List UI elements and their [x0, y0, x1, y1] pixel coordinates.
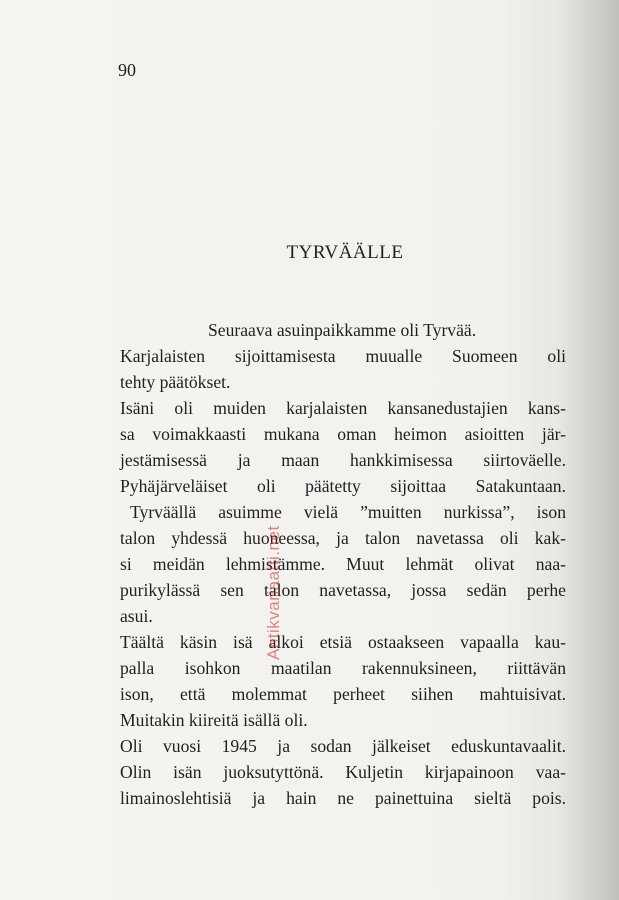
text-line: Oli vuosi 1945 ja sodan jälkeiset eduskuntavaalit.: [120, 736, 566, 756]
text-line: Seuraava asuinpaikkamme oli Tyrvää.: [208, 320, 477, 340]
watermark-text: Antikvariaatti.net: [264, 525, 283, 660]
page-number: 90: [118, 60, 136, 80]
text-line: purikylässä sen talon navetassa, jossa sedän perhe: [120, 580, 566, 600]
text-line: palla isohkon maatilan rakennuksineen, riittävän: [120, 658, 566, 678]
text-line: Pyhäjärveläiset oli päätetty sijoittaa Satakuntaan.: [120, 476, 566, 496]
text-line: talon yhdessä huoneessa, ja talon navetassa oli kak-: [120, 528, 566, 548]
text-line: tehty päätökset.: [120, 372, 231, 392]
text-line: Täältä käsin isä alkoi etsiä ostaakseen vapaalla kau-: [120, 632, 566, 652]
text-line: Olin isän juoksutyttönä. Kuljetin kirjapainoon vaa-: [120, 762, 566, 782]
text-line: limainoslehtisiä ja hain ne painettuina sieltä pois.: [120, 788, 566, 808]
chapter-title: TYRVÄÄLLE: [286, 242, 404, 263]
text-line: Karjalaisten sijoittamisesta muualle Suomeen oli: [120, 346, 566, 366]
body-text: [120, 317, 566, 811]
text-line: Isäni oli muiden karjalaisten kansanedustajien kans-: [120, 398, 566, 418]
text-line: asui.: [120, 606, 153, 626]
text-line: jestämisessä ja maan hankkimisessa siirtoväelle.: [120, 450, 566, 470]
text-line: si meidän lehmistämme. Muut lehmät olivat naa-: [120, 554, 566, 574]
text-line: sa voimakkaasti mukana oman heimon asioitten jär-: [120, 424, 566, 444]
text-line: Muitakin kiireitä isällä oli.: [120, 710, 308, 730]
text-line: ison, että molemmat perheet siihen mahtuisivat.: [120, 684, 566, 704]
text-line: Tyrväällä asuimme vielä ”muitten nurkissa”, ison: [130, 502, 566, 522]
